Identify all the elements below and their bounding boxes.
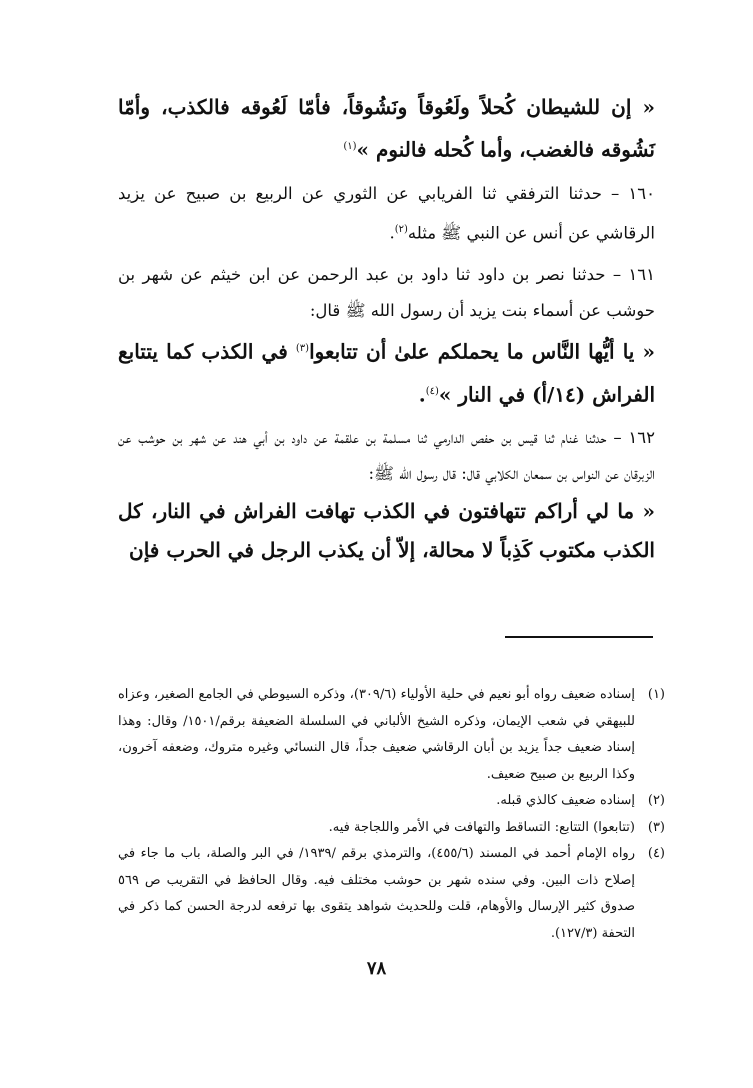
narration-161-body: ١٦١ – حدثنا نصر بن داود ثنا داود بن عبد الرحمن عن ابن خيثم عن شهر بن حوشب عن أسماء بنت يزيد أن رسول الله ﷺ قال: <box>118 265 655 321</box>
footnote-ref-3[interactable]: (٣) <box>295 343 310 355</box>
hadith-text-2 <box>118 329 655 414</box>
footnote-3 <box>118 815 665 842</box>
footnote-number: (٤) <box>647 846 665 861</box>
footnote-ref-4[interactable]: (٤) <box>425 385 439 397</box>
footnotes-section <box>118 682 665 947</box>
footnote-number: (٢) <box>647 793 665 808</box>
footnote-ref-2[interactable]: (٢) <box>394 223 408 235</box>
footnote-text: رواه الإمام أحمد في المسند (٤٥٥/٦)، والترمذي برقم /١٩٣٩/ في البر والصلة، باب ما جاء في إصلاح ذات البين. وفي سنده شهر بن حوشب مختلف فيه. وقال الحافظ في التقريب ص ٥٦٩ صدوق كثير الإرسال والأوهام، قلت وللحديث شواهد يتقوى بها ترفعه لدرجة الحسن كما ذكر في التحفة (١٢٧/٣). <box>118 846 635 941</box>
main-text <box>118 88 655 570</box>
page-number: ٧٨ <box>366 958 387 979</box>
narration-160-end: . <box>389 223 395 243</box>
footnote-ref-1[interactable]: (١) <box>343 141 357 152</box>
footnote-text: (تتابعوا) التتابع: التساقط والتهافت في الأمر واللجاجة فيه. <box>328 819 635 835</box>
footnote-1 <box>118 682 665 788</box>
hadith-text-3-body: « ما لي أراكم تتهافتون في الكذب تهافت الفراش في النار، كل الكذب مكتوب كَذِباً لا محالة، إلاّ أن يكذب الرجل في الحرب فإن <box>118 499 655 563</box>
footnote-2 <box>118 788 665 815</box>
footnote-divider <box>505 636 653 638</box>
narration-162 <box>118 420 655 492</box>
hadith-text-2-part-b: في الكذب كما يتتابع الفراش (١٤/أ) في النار » <box>118 339 655 407</box>
narration-161 <box>118 257 655 329</box>
hadith-text-2-end: . <box>418 382 426 407</box>
hadith-text-3 <box>118 492 655 570</box>
footnote-number: (١) <box>647 687 665 702</box>
hadith-text-2-part-a: « يا أيُّها النَّاس ما يحملكم علىٰ أن تتابعوا <box>309 339 655 364</box>
narration-162-body: ١٦٢ – حدثنا غنام ثنا قيس بن حفص الدارمي ثنا مسلمة بن علقمة عن داود بن أبي هند عن شهر بن حوشب عن الزبرقان عن النواس بن سمعان الكلابي قال: قال رسول الله ﷺ: <box>118 428 655 484</box>
narration-160 <box>118 176 655 252</box>
narration-160-body: ١٦٠ – حدثنا الترفقي ثنا الفريابي عن الثوري عن الربيع بن صبيح عن يزيد الرقاشي عن أنس عن النبي ﷺ مثله <box>118 183 655 243</box>
footnote-text: إسناده ضعيف رواه أبو نعيم في حلية الأولياء (٣٠٩/٦)، وذكره السيوطي في الجامع الصغير، وعزاه للبيهقي في شعب الإيمان، وذكره الشيخ الألباني في السلسلة الضعيفة برقم/١٥٠١/ وقال: وهذا إسناد ضعيف جداً يزيد بن أبان الرقاشي ضعيف جداً، قال النسائي وغيره متروك، وضعفه آخرون، وكذا الربيع بن صبيح ضعيف. <box>118 687 635 782</box>
footnote-4 <box>118 841 665 947</box>
footnote-number: (٣) <box>647 819 665 835</box>
hadith-text-1 <box>118 88 655 170</box>
hadith-text-1-body: « إن للشيطان كُحلاً ولَعُوقاً ونَشُوقاً، فأمّا لَعُوقه فالكذب، وأمّا نَشُوقه فالغضب، وأما كُحله فالنوم » <box>118 95 655 162</box>
footnote-text: إسناده ضعيف كالذي قبله. <box>496 793 635 808</box>
